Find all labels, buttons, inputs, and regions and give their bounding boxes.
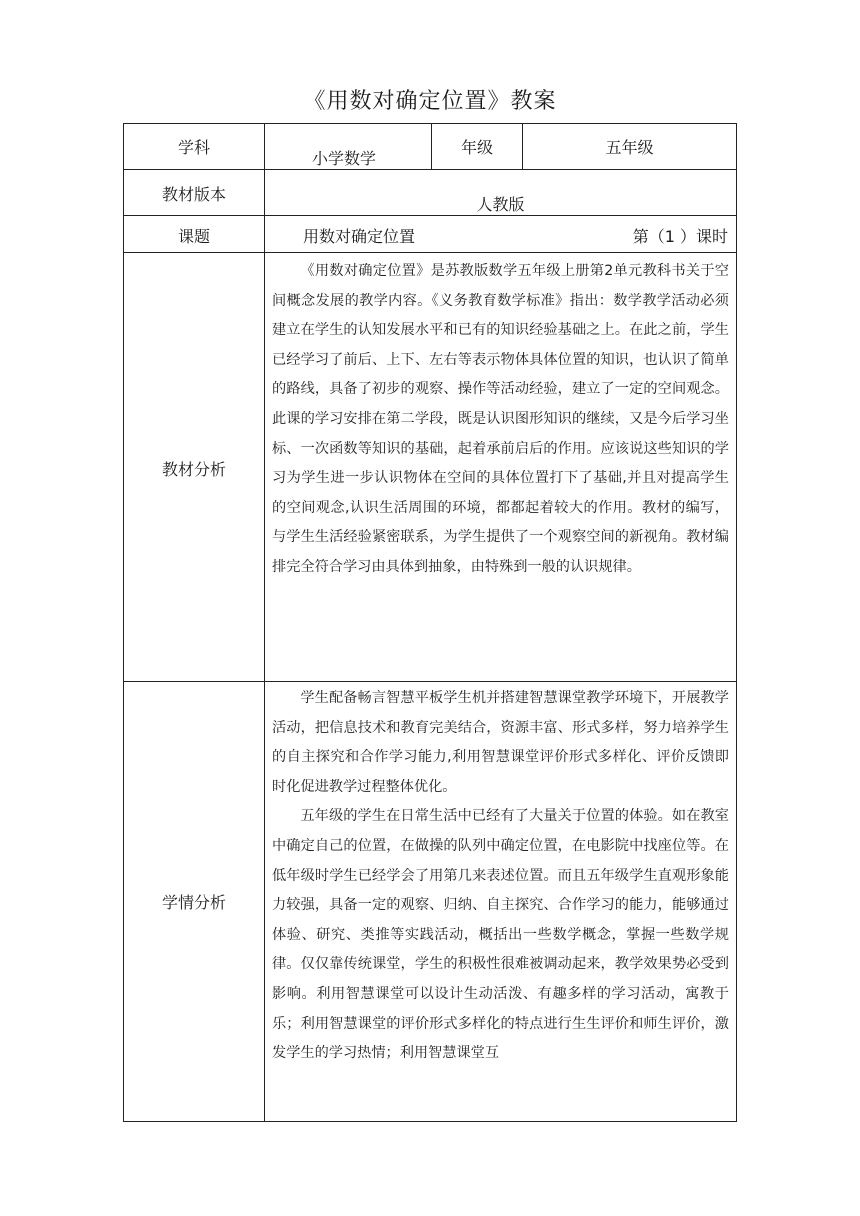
topic-value: 用数对确定位置 xyxy=(303,227,416,246)
paragraph: 《用数对确定位置》是苏教版数学五年级上册第2单元教科书关于空间概念发展的教学内容。《义务教育数学标准》指出：数学教学活动必须建立在学生的认知发展水平和已有的知识经验基础之上。在此之前，学生已经学习了前后、上下、左右等表示物体具体位置的知识，也认识了简单的路线，具备了初步的观察、操作等活动经验，建立了一定的空间观念。此课的学习安排在第二学段，既是认识图形知识的继续，又是今后学习坐标、一次函数等知识的基础，起着承前启后的作用。应该说这些知识的学习为学生进一步认识物体在空间的具体位置打下了基础,并且对提高学生的空间观念,认识生活周围的环境，都都起着较大的作用。教材的编写，与学生生活经验紧密联系，为学生提供了一个观察空间的新视角。教材编排完全符合学习由具体到抽象，由特殊到一般的认识规律。 xyxy=(272,263,729,575)
table-rule xyxy=(123,123,124,1122)
table-rule xyxy=(123,1121,737,1122)
lesson-period: 第（1 ）课时 xyxy=(632,227,728,246)
subject-value: 小学数学 xyxy=(312,149,377,168)
table-rule xyxy=(736,123,737,1122)
document-title: 《用数对确定位置》教案 xyxy=(303,89,557,114)
table-rule xyxy=(123,123,737,124)
table-rule xyxy=(123,252,737,253)
edition-label: 教材版本 xyxy=(161,185,226,204)
paragraph: 五年级的学生在日常生活中已经有了大量关于位置的体验。如在教室中确定自己的位置，在做操的队列中确定位置，在电影院中找座位等。在低年级时学生已经学会了用第几来表述位置。而且五年级学生直观形象能力较强，具备一定的观察、归纳、自主探究、合作学习的能力，能够通过体验、研究、类推等实践活动，概括出一些数学概念，掌握一些数学规律。仅仅靠传统课堂，学生的积极性很难被调动起来，教学效果势必受到影响。利用智慧课堂可以设计生动活泼、有趣多样的学习活动，寓教于乐；利用智慧课堂的评价形式多样化的特点进行生生评价和师生评价，激发学生的学习热情；利用智慧课堂互 xyxy=(272,808,729,1062)
table-rule xyxy=(123,215,737,216)
subject-label: 学科 xyxy=(177,138,210,157)
student-analysis-label: 学情分析 xyxy=(161,893,226,912)
material-analysis-label: 教材分析 xyxy=(161,460,226,479)
topic-label: 课题 xyxy=(177,227,210,246)
material-analysis-text xyxy=(272,257,729,583)
paragraph: 学生配备畅言智慧平板学生机并搭建智慧课堂教学环境下，开展教学活动，把信息技术和教育完美结合，资源丰富、形式多样，努力培养学生的自主探究和合作学习能力,利用智慧课堂评价形式多样化、评价反馈即时化促进教学过程整体优化。 xyxy=(272,690,729,795)
grade-label: 年级 xyxy=(460,138,493,157)
table-rule xyxy=(123,681,737,682)
table-rule xyxy=(264,123,265,1122)
student-analysis-text xyxy=(272,684,729,1121)
edition-value: 人教版 xyxy=(476,195,525,214)
table-rule xyxy=(123,169,737,170)
grade-value: 五年级 xyxy=(605,138,654,157)
